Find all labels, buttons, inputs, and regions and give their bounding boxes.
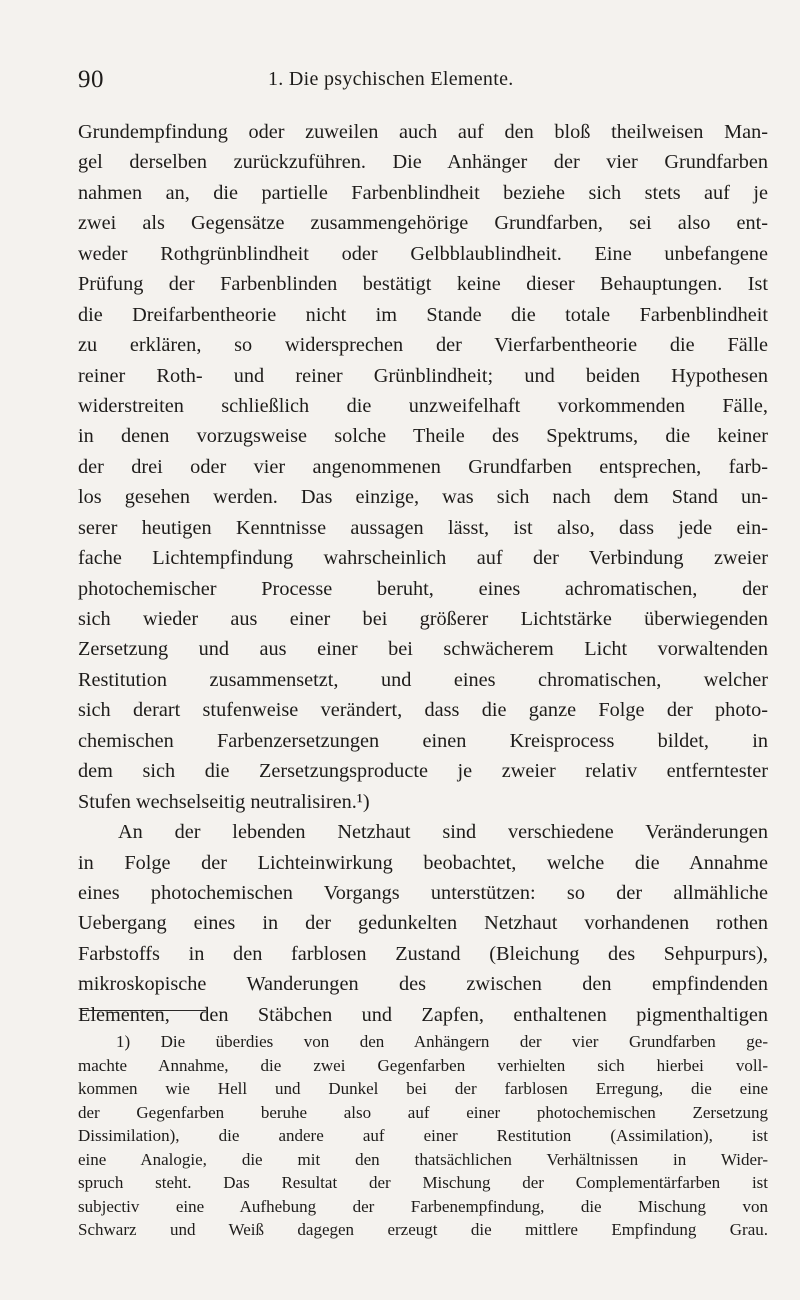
text-line: sich derart stufenweise verändert, dass die ganze Folge der photo-	[78, 699, 768, 722]
text-line: sich wieder aus einer bei größerer Lichtstärke überwiegenden	[78, 608, 768, 630]
text-line: weder Rothgrünblindheit oder Gelbblaublindheit. Eine unbefangene	[78, 242, 768, 265]
text-line: in Folge der Lichteinwirkung beobachtet, welche die Annahme	[78, 851, 768, 874]
running-head: 1. Die psychischen Elemente.	[268, 68, 514, 90]
text-line: in denen vorzugsweise solche Theile des Spektrums, die keiner	[78, 425, 768, 448]
text-line: Stufen wechselseitig neutralisiren.¹)	[78, 790, 370, 813]
text-line: eines photochemischen Vorgangs unterstützen: so der allmähliche	[78, 881, 768, 904]
footnote-line: machte Annahme, die zwei Gegenfarben verhielten sich hierbei voll-	[78, 1055, 768, 1075]
text-line: Farbstoffs in den farblosen Zustand (Bleichung des Sehpurpurs),	[78, 942, 768, 965]
text-line: reiner Roth- und reiner Grünblindheit; und beiden Hypothesen	[78, 364, 768, 387]
text-line: fache Lichtempfindung wahrscheinlich auf der Verbindung zweier	[78, 547, 768, 570]
text-line: mikroskopische Wanderungen des zwischen den empfindenden	[78, 973, 768, 996]
text-line: chemischen Farbenzersetzungen einen Kreisprocess bildet, in	[78, 729, 768, 752]
footnote-line: subjectiv eine Aufhebung der Farbenempfindung, die Mischung von	[78, 1196, 768, 1216]
text-line: Elementen, den Stäbchen und Zapfen, enthaltenen pigmenthaltigen	[78, 1003, 768, 1026]
text-line: Zersetzung und aus einer bei schwächerem Licht vorwaltenden	[78, 638, 768, 661]
text-line: der drei oder vier angenommenen Grundfarben entsprechen, farb-	[78, 455, 768, 478]
footnote-line: eine Analogie, die mit den thatsächlichen Verhältnissen in Wider-	[78, 1149, 768, 1169]
footnote-line: kommen wie Hell und Dunkel bei der farblosen Erregung, die eine	[78, 1079, 768, 1098]
page-number: 90	[78, 66, 104, 93]
footnote-line: der Gegenfarben beruhe also auf einer photochemischen Zersetzung	[78, 1102, 768, 1122]
main-text	[78, 117, 768, 1030]
footnote	[78, 1030, 768, 1242]
footnote-line: Dissimilation), die andere auf einer Restitution (Assimilation), ist	[78, 1126, 768, 1145]
text-line: nahmen an, die partielle Farbenblindheit beziehe sich stets auf je	[78, 181, 768, 204]
text-line: widerstreiten schließlich die unzweifelhaft vorkommenden Fälle,	[78, 394, 768, 417]
page-header	[78, 66, 768, 96]
footnote-separator	[82, 1010, 206, 1011]
text-line: gel derselben zurückzuführen. Die Anhänger der vier Grundfarben	[78, 151, 768, 174]
text-line: serer heutigen Kenntnisse aussagen lässt, ist also, dass jede ein-	[78, 516, 768, 539]
text-line: Uebergang eines in der gedunkelten Netzhaut vorhandenen rothen	[78, 912, 768, 935]
footnote-line: spruch steht. Das Resultat der Mischung der Complementärfarben ist	[78, 1173, 768, 1192]
text-line: zwei als Gegensätze zusammengehörige Grundfarben, sei also ent-	[78, 212, 768, 235]
text-line: An der lebenden Netzhaut sind verschiedene Veränderungen	[118, 821, 768, 844]
text-line: los gesehen werden. Das einzige, was sich nach dem Stand un-	[78, 486, 768, 509]
text-line: Restitution zusammensetzt, und eines chromatischen, welcher	[78, 668, 768, 691]
text-line: zu erklären, so widersprechen der Vierfarbentheorie die Fälle	[78, 334, 768, 357]
text-line: Prüfung der Farbenblinden bestätigt keine dieser Behauptungen. Ist	[78, 273, 768, 296]
text-line: dem sich die Zersetzungsproducte je zweier relativ entferntester	[78, 760, 768, 783]
text-line: photochemischer Processe beruht, eines achromatischen, der	[78, 577, 768, 600]
text-line: die Dreifarbentheorie nicht im Stande die totale Farbenblindheit	[78, 303, 768, 326]
text-line: Grundempfindung oder zuweilen auch auf den bloß theilweisen Man-	[78, 121, 768, 143]
footnote-line: Schwarz und Weiß dagegen erzeugt die mittlere Empfindung Grau.	[78, 1220, 768, 1239]
footnote-line: 1) Die überdies von den Anhängern der vier Grundfarben ge-	[116, 1032, 768, 1051]
